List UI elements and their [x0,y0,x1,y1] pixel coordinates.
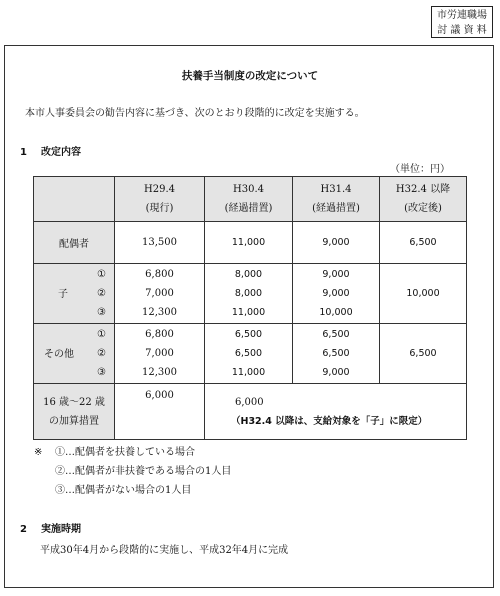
value-child-h30-3: 11,000 [231,307,266,318]
child-mark-1: ① [97,269,106,280]
note-line-2 [55,462,231,481]
section2-number: 2 [20,524,27,535]
row-label-addition [34,384,115,440]
section2-heading [20,520,81,535]
cell-other-h29 [115,324,205,384]
document-title: 扶養手当制度の改定について [181,70,319,82]
value-other-h31-1: 6,500 [322,329,350,340]
addition-label-line1: 16 歳～22 歳 [43,396,105,408]
row-label-other: その他 [44,349,74,360]
value-other-h30-2: 6,500 [234,348,263,359]
header-h30-date: H30.4 [233,184,264,195]
note-line-3 [55,481,231,500]
header-h29-note: (現行) [145,203,174,214]
cell-other-h32: 6,500 [380,324,467,384]
cell-child-h29 [115,264,205,324]
allowance-table [33,176,467,440]
value-child-h29-3: 12,300 [142,307,177,318]
row-label-child: 子 [58,289,68,300]
header-h31 [293,177,380,222]
addition-note: （H32.4 以降は、支給対象を「子」に限定） [231,415,428,427]
section1-heading [20,143,81,158]
cell-child-h30 [205,264,293,324]
value-other-h31-2: 6,500 [322,348,350,359]
header-h32-note: (改定後) [404,203,442,214]
value-other-h31-3: 9,000 [322,367,350,378]
value-child-h31-1: 9,000 [322,269,350,280]
table-row-other [34,324,467,384]
value-child-h30-2: 8,000 [234,288,263,299]
header-h30 [205,177,293,222]
header-blank [34,177,115,222]
header-h29-date: H29.4 [144,184,175,195]
value-other-h30-3: 11,000 [231,367,266,378]
cell-other-h30 [205,324,293,384]
value-child-h31-2: 9,000 [322,288,350,299]
addition-label-line2: の加算措置 [49,415,99,427]
cell-spouse-h32: 6,500 [380,222,467,264]
section1-number: 1 [20,147,27,158]
value-child-h29-1: 6,800 [145,269,174,280]
table-row-child [34,264,467,324]
unit-label: （単位：円） [390,164,450,175]
value-other-h29-2: 7,000 [145,348,174,359]
row-label-other-cell [34,324,115,384]
intro-paragraph: 本市人事委員会の勧告内容に基づき、次のとおり段階的に改定を実施する。 [25,108,365,119]
cell-spouse-h31: 9,000 [293,222,380,264]
document-label-line1: 市労連職場 [437,10,487,21]
value-other-h29-3: 12,300 [142,367,177,378]
section2-title: 実施時期 [41,524,81,535]
note-item-1: ①…配偶者を扶養している場合 [55,447,195,458]
value-other-h29-1: 6,800 [145,329,174,340]
document-label-box [431,6,493,38]
other-mark-2: ② [97,348,106,359]
header-h30-note: (経過措置) [224,203,273,214]
note-line-1 [34,443,231,462]
value-other-h30-1: 6,500 [234,329,263,340]
header-h31-note: (経過措置) [312,203,360,214]
cell-addition-h29: 6,000 [115,384,205,440]
cell-spouse-h30: 11,000 [205,222,293,264]
note-mark: ※ [34,447,43,458]
row-label-child-cell [34,264,115,324]
section2-body: 平成30年4月から段階的に実施し、平成32年4月に完成 [40,545,289,556]
header-h32-date: H32.4 以降 [395,184,451,195]
header-h32 [380,177,467,222]
table-row-spouse [34,222,467,264]
child-mark-3: ③ [97,307,106,318]
cell-child-h31 [293,264,380,324]
document-label-line2: 討 議 資 料 [437,25,487,36]
other-mark-1: ① [97,329,106,340]
value-child-h30-1: 8,000 [234,269,263,280]
notes-block [34,443,232,500]
table-header-row [34,177,467,222]
header-h29 [115,177,205,222]
cell-other-h31 [293,324,380,384]
value-child-h31-3: 10,000 [319,307,353,318]
row-label-spouse: 配偶者 [34,222,115,264]
section1-title: 改定内容 [41,147,81,158]
cell-addition-later [205,384,467,440]
cell-child-h32: 10,000 [380,264,467,324]
note-item-2: ②…配偶者が非扶養である場合の1人目 [55,466,232,477]
header-h31-date: H31.4 [320,184,352,195]
note-item-3: ③…配偶者がない場合の1人目 [55,485,192,496]
cell-spouse-h29: 13,500 [115,222,205,264]
child-mark-2: ② [97,288,106,299]
value-child-h29-2: 7,000 [145,288,174,299]
table-row-addition [34,384,467,440]
other-mark-3: ③ [97,367,106,378]
value-addition-h30: 6,000 [235,396,264,408]
